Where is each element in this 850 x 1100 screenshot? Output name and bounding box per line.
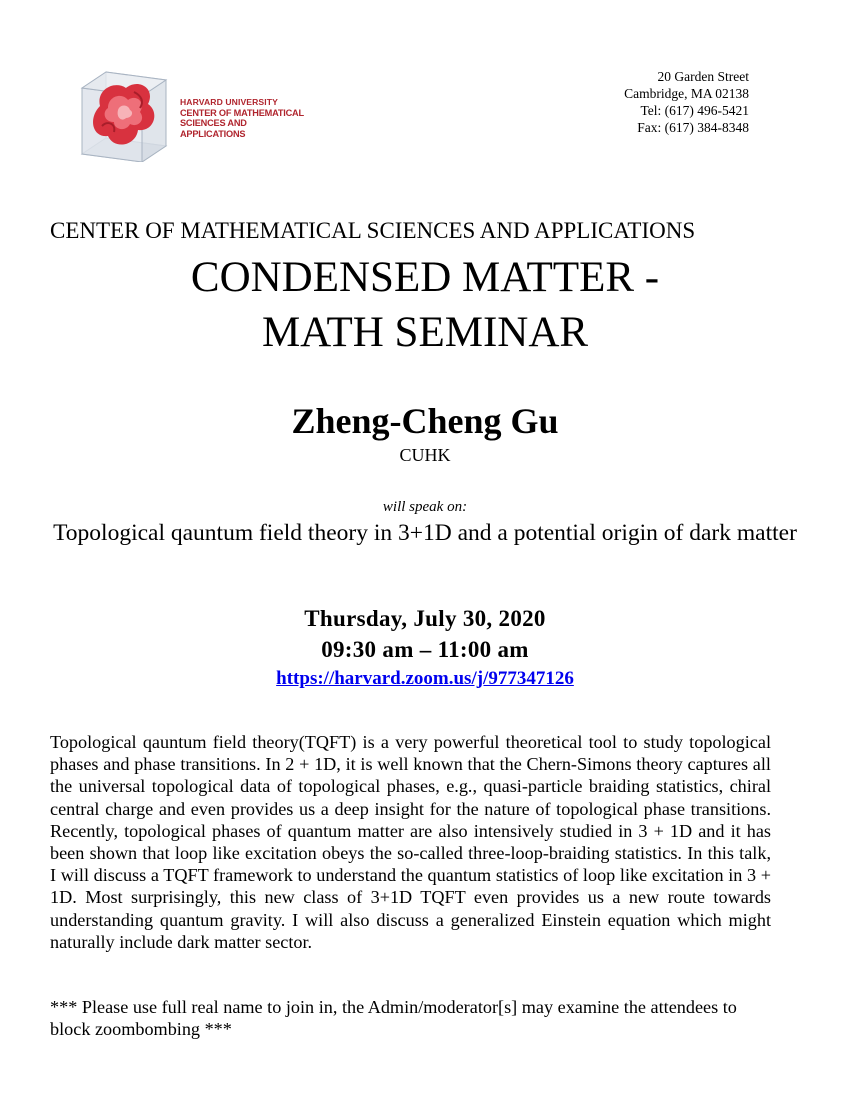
logo-sciences-text: SCIENCES AND APPLICATIONS <box>180 118 247 139</box>
will-speak-on: will speak on: <box>382 499 468 515</box>
seminar-title <box>0 250 850 360</box>
address-fax: Fax: (617) 384-8348 <box>637 120 749 135</box>
address-tel: Tel: (617) 496-5421 <box>640 103 749 118</box>
talk-time: 09:30 am – 11:00 am <box>321 637 529 662</box>
cmsa-cube-logo-icon <box>78 66 178 162</box>
zoom-link-container <box>0 668 850 690</box>
talk-title: Topological qauntum field theory in 3+1D and a potential origin of dark matter <box>53 520 797 546</box>
seminar-title-line2: MATH SEMINAR <box>261 309 589 356</box>
center-name: CENTER OF MATHEMATICAL SCIENCES AND APPLICATIONS <box>50 218 696 243</box>
speaker-affiliation: CUHK <box>399 445 451 465</box>
logo-university-text: HARVARD UNIVERSITY <box>180 97 278 107</box>
address-block <box>624 68 749 136</box>
logo-center-text: CENTER OF MATHEMATICAL <box>180 107 304 118</box>
cmsa-logo <box>78 66 308 162</box>
address-city: Cambridge, MA 02138 <box>624 86 749 101</box>
zoom-link[interactable]: https://harvard.zoom.us/j/977347126 <box>276 668 574 689</box>
seminar-title-line1: CONDENSED MATTER - <box>190 254 660 301</box>
speaker-name: Zheng-Cheng Gu <box>291 401 559 441</box>
address-street: 20 Garden Street <box>657 69 749 84</box>
zoombombing-notice: *** Please use full real name to join in, the Admin/moderator[s] may examine the attendees to block zoombombing *** <box>50 997 737 1040</box>
talk-date: Thursday, July 30, 2020 <box>304 606 546 631</box>
abstract: Topological qauntum field theory(TQFT) is a very powerful theoretical tool to study topological phases and phase transitions. In 2 + 1D, it is well known that the Chern-Simons theory captures all the universal topological data of topological phases, e.g., quasi-particle braiding statistics, chiral central charge and even provides us a deep insight for the nature of topological phase transitions. Recently, topological phases of quantum matter are also intensively studied in 3 + 1D and it has been shown that loop like excitation obeys the so-called three-loop-braiding statistics. In this talk, I will discuss a TQFT framework to understand the quantum statistics of loop like excitation in 3 + 1D. Most surprisingly, this new class of 3+1D TQFT even provides us a new route towards understanding quantum gravity. I will also discuss a generalized Einstein equation which might naturally include dark matter sector. <box>50 732 771 952</box>
